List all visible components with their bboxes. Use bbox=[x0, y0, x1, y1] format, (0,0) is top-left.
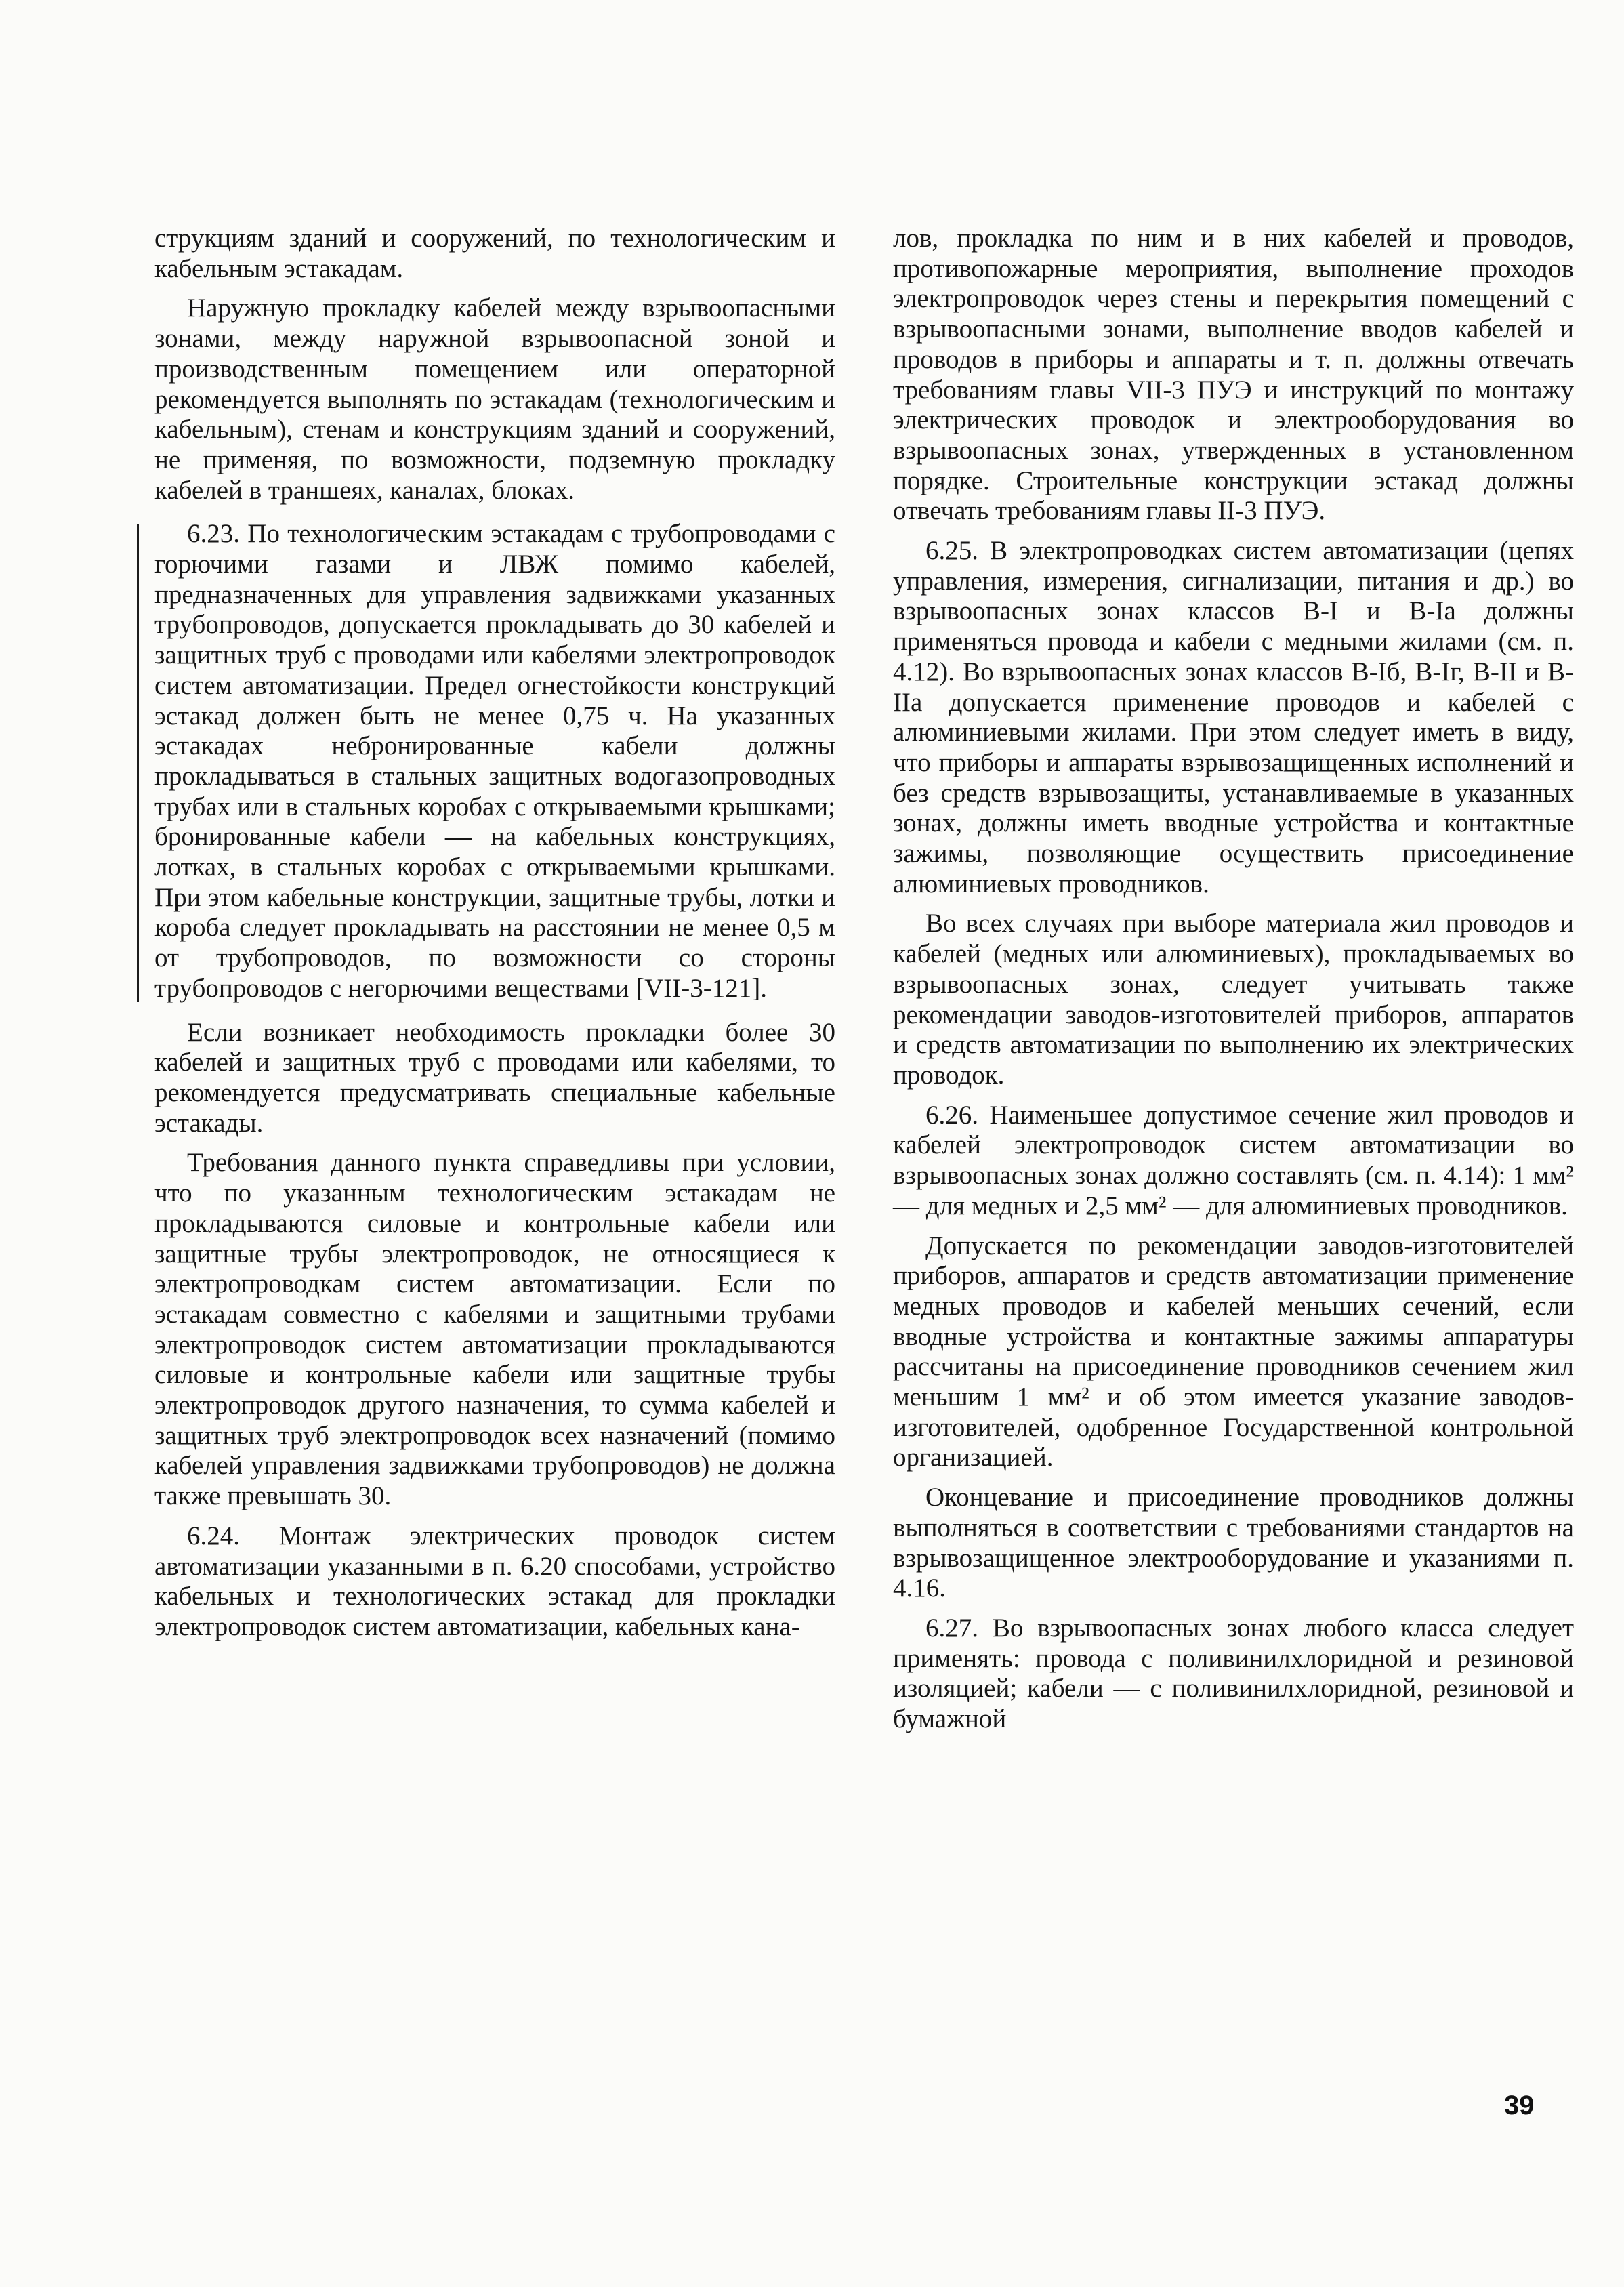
paragraph: Во всех случаях при выборе материала жил проводов и кабелей (медных или алюминиевых), прокладываемых во взрывоопасных зонах, следует учитывать также рекомендации заводов-изготовителей приборов, аппаратов и средств автоматизации по выполнению их электрических проводок. bbox=[893, 909, 1574, 1090]
marked-paragraph-block bbox=[154, 519, 835, 1004]
paragraph: Допускается по рекомендации заводов-изготовителей приборов, аппаратов и средств автоматизации применение медных проводов и кабелей меньших сечений, если вводные устройства и контактные зажимы аппаратуры рассчитаны на присоединение проводников сечением жил меньшим 1 мм² и об этом имеется указание заводов-изготовителей, одобренное Государственной контрольной организацией. bbox=[893, 1231, 1574, 1472]
section-6-23-paragraph: 6.23. По технологическим эстакадам с трубопроводами с горючими газами и ЛВЖ помимо кабелей, предназначенных для управления задвижками указанных трубопроводов, допускается прокладывать до 30 кабелей и защитных труб с проводами или кабелями электропроводок систем автоматизации. Предел огнестойкости конструкций эстакад должен быть не менее 0,75 ч. На указанных эстакадах небронированные кабели должны прокладываться в стальных защитных водогазопроводных трубах или в стальных коробах с открываемыми крышками; бронированные кабели — на кабельных конструкциях, лотках, в стальных коробах с открываемыми крышками. При этом кабельные конструкции, защитные трубы, лотки и короба следует прокладывать на расстоянии не менее 0,5 м от трубопроводов, по возможности со стороны трубопроводов с негорючими веществами [VII-3-121]. bbox=[154, 519, 835, 1003]
section-6-26-paragraph: 6.26. Наименьшее допустимое сечение жил проводов и кабелей электропроводок систем автоматизации во взрывоопасных зонах должно составлять (см. п. 4.14): 1 мм² — для медных и 2,5 мм² — для алюминиевых проводников. bbox=[893, 1100, 1574, 1220]
right-column bbox=[893, 224, 1574, 1744]
paragraph: струкциям зданий и сооружений, по технологическим и кабельным эстакадам. bbox=[154, 224, 835, 283]
paragraph: Если возникает необходимость прокладки более 30 кабелей и защитных труб с проводами или кабелями, то рекомендуется предусматривать специальные кабельные эстакады. bbox=[154, 1017, 835, 1138]
left-column bbox=[154, 224, 835, 1652]
paragraph: Оконцевание и присоединение проводников должны выполняться в соответствии с требованиями стандартов на взрывозащищенное электрооборудование и указаниями п. 4.16. bbox=[893, 1483, 1574, 1603]
page-number: 39 bbox=[1504, 2090, 1535, 2120]
section-6-24-paragraph: 6.24. Монтаж электрических проводок систем автоматизации указанными в п. 6.20 способами, устройство кабельных и технологических эстакад для прокладки электропроводок систем автоматизации, кабельных кана- bbox=[154, 1521, 835, 1641]
paragraph: Требования данного пункта справедливы при условии, что по указанным технологическим эстакадам не прокладываются силовые и контрольные кабели или защитные трубы электропроводок, не относящиеся к электропроводкам систем автоматизации. Если по эстакадам совместно с кабелями и защитными трубами электропроводок систем автоматизации прокладываются силовые и контрольные кабели или защитные трубы электропроводок другого назначения, то сумма кабелей и защитных труб электропроводок всех назначений (помимо кабелей управления задвижками трубопроводов) не должна также превышать 30. bbox=[154, 1148, 835, 1511]
section-6-27-paragraph: 6.27. Во взрывоопасных зонах любого класса следует применять: провода с поливинилхлоридной и резиновой изоляцией; кабели — с поливинилхлоридной, резиновой и бумажной bbox=[893, 1613, 1574, 1734]
section-6-25-paragraph: 6.25. В электропроводках систем автоматизации (цепях управления, измерения, сигнализации, питания и др.) во взрывоопасных зонах классов В-I и В-Iа должны применяться провода и кабели с медными жилами (см. п. 4.12). Во взрывоопасных зонах классов В-Iб, В-Iг, В-II и В-IIа допускается применение проводов и кабелей с алюминиевыми жилами. При этом следует иметь в виду, что приборы и аппараты взрывозащищенных исполнений и без средств взрывозащиты, устанавливаемые в указанных зонах, должны иметь вводные устройства и контактные зажимы, позволяющие осуществить присоединение алюминиевых проводников. bbox=[893, 536, 1574, 899]
margin-change-bar bbox=[137, 524, 139, 1001]
paragraph: Наружную прокладку кабелей между взрывоопасными зонами, между наружной взрывоопасной зоной и производственным помещением или операторной рекомендуется выполнять по эстакадам (технологическим и кабельным), стенам и конструкциям зданий и сооружений, не применяя, по возможности, подземную прокладку кабелей в траншеях, каналах, блоках. bbox=[154, 293, 835, 505]
paragraph: лов, прокладка по ним и в них кабелей и проводов, противопожарные мероприятия, выполнение проходов электропроводок через стены и перекрытия помещений с взрывоопасными зонами, выполнение вводов кабелей и проводов в приборы и аппараты и т. п. должны отвечать требованиям главы VII-3 ПУЭ и инструкций по монтажу электрических проводок и электрооборудования во взрывоопасных зонах, утвержденных в установленном порядке. Строительные конструкции эстакад должны отвечать требованиям главы II-3 ПУЭ. bbox=[893, 224, 1574, 526]
